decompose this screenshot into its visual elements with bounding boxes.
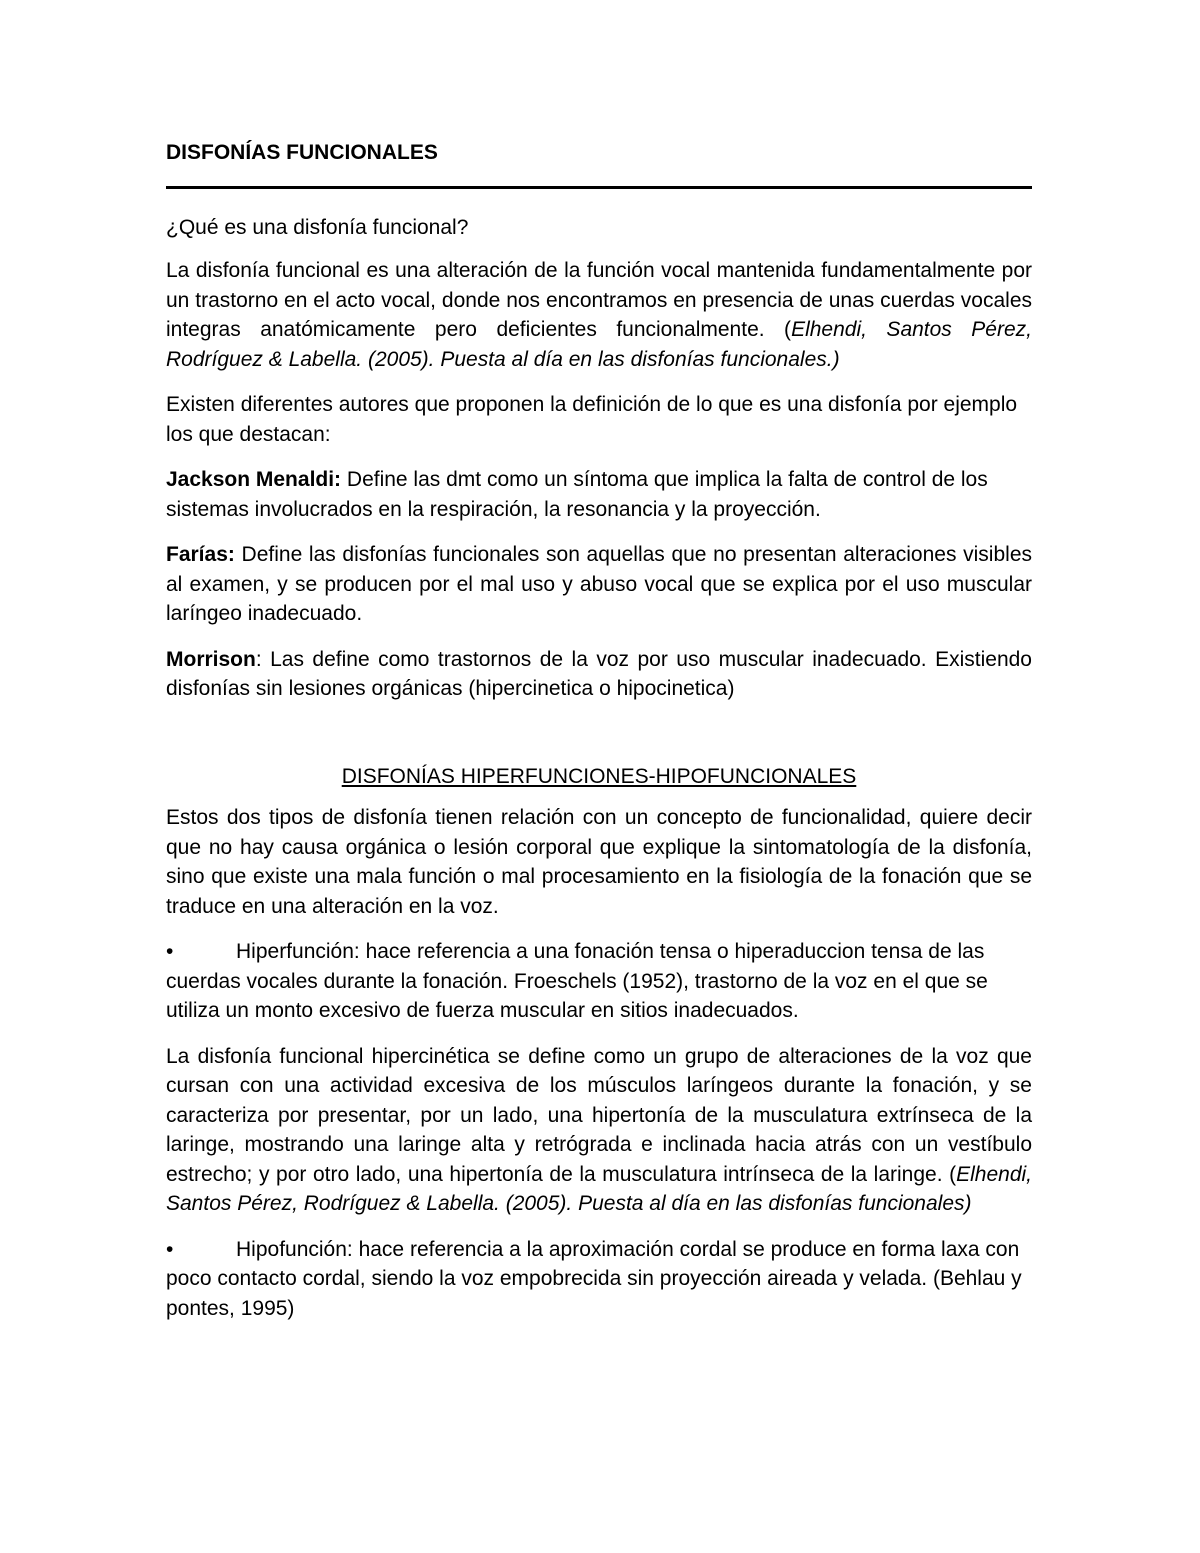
bullet-icon: • (166, 940, 174, 963)
bullet-text: Hiperfunción: hace referencia a una fonación tensa o hiperaduccion tensa de las cuerdas vocales durante la fonación. Froeschels (1952), trastorno de la voz en el que se utiliza un monto excesivo de fuerza muscular en sitios inadecuados. (166, 940, 988, 1022)
bullet-item-hipofuncion (166, 1235, 1032, 1324)
author-paragraph-morrison (166, 645, 1032, 704)
author-definition: : Las define como trastornos de la voz por uso muscular inadecuado. Existiendo disfonías sin lesiones orgánicas (hipercinetica o hipocinetica) (166, 647, 1032, 700)
author-definition: Define las disfonías funcionales son aquellas que no presentan alteraciones visibles al examen, y se producen por el mal uso y abuso vocal que se explica por el uso muscular laríngeo inadecuado. (166, 543, 1032, 625)
intro-paragraph: Existen diferentes autores que proponen la definición de lo que es una disfonía por ejemplo los que destacan: (166, 393, 1018, 446)
hipercinetica-citation: Elhendi, Santos Pérez, Rodríguez & Labella. (2005). Puesta al día en las disfonías funcionales) (166, 1162, 1032, 1215)
definition-paragraph (166, 256, 1032, 374)
author-name: Farías: (166, 543, 235, 566)
section-heading: DISFONÍAS HIPERFUNCIONES-HIPOFUNCIONALES (341, 764, 857, 788)
document-title: DISFONÍAS FUNCIONALES (166, 141, 438, 164)
bullet-text: Hipofunción: hace referencia a la aproximación cordal se produce en forma laxa con poco contacto cordal, siendo la voz empobrecida sin proyección aireada y velada. (Behlau y pontes, 1995) (166, 1237, 1022, 1320)
section-intro-paragraph: Estos dos tipos de disfonía tienen relación con un concepto de funcionalidad, quiere decir que no hay causa orgánica o lesión corporal que explique la sintomatología de la disfonía, sino que existe una mala función o mal procesamiento en la fisiología de la fonación que se traduce en una alteración en la voz. (166, 806, 1032, 918)
author-definition: Define las dmt como un síntoma que implica la falta de control de los sistemas involucrados en la respiración, la resonancia y la proyección. (166, 468, 988, 521)
horizontal-rule (166, 186, 1032, 189)
definition-text: La disfonía funcional es una alteración de la función vocal mantenida fundamentalmente por un trastorno en el acto vocal, donde nos encontramos en presencia de unas cuerdas vocales integras anatómicamente pero deficientes funcionalmente. ( (166, 259, 1032, 341)
bullet-item-hiperfuncion (166, 937, 1032, 1026)
hipercinetica-paragraph (166, 1042, 1032, 1219)
hipercinetica-text: La disfonía funcional hipercinética se define como un grupo de alteraciones de la voz que cursan con una actividad excesiva de los músculos laríngeos durante la fonación, y se caracteriza por presentar, por un lado, una hipertonía de la musculatura extrínseca de la laringe, mostrando una laringe alta y retrógrada e inclinada hacia atrás con un vestíbulo estrecho; y por otro lado, una hipertonía de la musculatura intrínseca de la laringe. ( (166, 1044, 1032, 1186)
author-name: Morrison (166, 647, 256, 671)
author-paragraph-menaldi (166, 465, 1032, 524)
document-page (166, 138, 1032, 1339)
question-heading: ¿Qué es una disfonía funcional? (166, 215, 469, 239)
author-name: Jackson Menaldi: (166, 468, 342, 491)
definition-citation-close: ) (832, 347, 840, 371)
bullet-icon: • (166, 1237, 174, 1261)
author-paragraph-farias (166, 540, 1032, 629)
definition-citation: Elhendi, Santos Pérez, Rodríguez & Labella. (2005). Puesta al día en las disfonías funcionales. (166, 318, 1032, 371)
